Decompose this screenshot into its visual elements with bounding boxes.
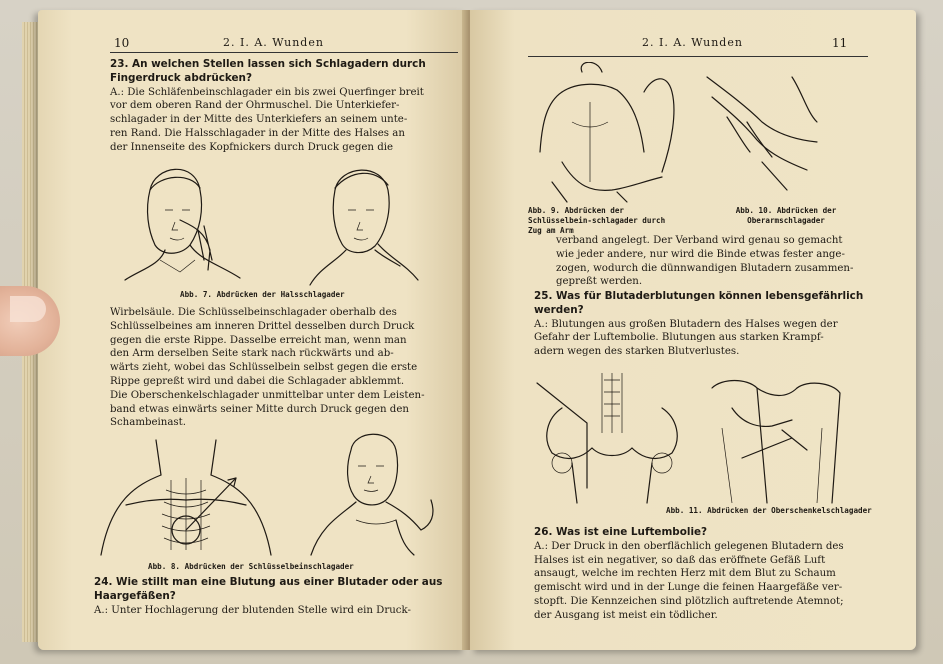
fig7-illustration bbox=[120, 160, 420, 288]
fig8-caption: Abb. 8. Abdrücken der Schlüsselbeinschlagader bbox=[148, 562, 354, 571]
left-mid-text bbox=[110, 306, 460, 430]
right-header-rule bbox=[528, 56, 868, 57]
q26-line-3: ansaugt, welche im rechten Herz mit dem Blut zu Schaum bbox=[534, 568, 836, 580]
q25-block bbox=[534, 290, 884, 359]
q23-line-1: A.: Die Schläfenbeinschlagader ein bis zwei Querfinger breit bbox=[110, 86, 424, 98]
fig11-caption: Abb. 11. Abdrücken der Oberschenkelschlagader bbox=[666, 506, 872, 515]
q24-question: 24. Wie stillt man eine Blutung aus einer Blutader oder aus Haargefäßen? bbox=[94, 576, 443, 602]
thumb-nail bbox=[10, 296, 46, 322]
left-header-rule bbox=[110, 52, 458, 53]
mid-line-3: gegen die erste Rippe. Dasselbe erreicht man, wenn man bbox=[110, 334, 407, 346]
right-page bbox=[470, 10, 916, 650]
q26-line-4: gemischt wird und in der Lunge die feinen Haargefäße ver- bbox=[534, 582, 843, 594]
fig9-fig10-illustrations bbox=[532, 62, 832, 208]
q23-line-5: der Innenseite des Kopfnickers durch Druck gegen die bbox=[110, 141, 393, 153]
q26-question: 26. Was ist eine Luftembolie? bbox=[534, 526, 708, 538]
fig9-back-view bbox=[540, 62, 674, 202]
fig8-man bbox=[311, 434, 433, 555]
q25-line-1: A.: Blutungen aus großen Blutadern des Halses wegen der bbox=[534, 318, 838, 330]
mid-line-9: Schambeinast. bbox=[110, 417, 186, 429]
q24-block bbox=[94, 576, 464, 617]
fig11-thigh bbox=[712, 381, 840, 504]
right-page-number: 11 bbox=[832, 36, 848, 50]
cont-line-3: zogen, wodurch die dünnwandigen Blutadern zusammen- bbox=[556, 262, 854, 274]
mid-line-5: wärts zieht, wobei das Schlüsselbein selbst gegen die erste bbox=[110, 362, 418, 374]
mid-line-4: den Arm derselben Seite stark nach rückwärts und ab- bbox=[110, 348, 394, 360]
fig10-arm bbox=[707, 77, 817, 190]
q23-question: 23. An welchen Stellen lassen sich Schlagadern durch Fingerdruck abdrücken? bbox=[110, 58, 426, 84]
q26-line-1: A.: Der Druck in den oberflächlich gelegenen Blutadern des bbox=[534, 540, 844, 552]
cont-line-4: gepreßt werden. bbox=[556, 276, 643, 288]
fig7-head-left bbox=[125, 169, 240, 280]
right-running-header: 2. I. A. Wunden bbox=[642, 36, 743, 49]
mid-line-8: band etwas einwärts seiner Mitte durch Druck gegen den bbox=[110, 403, 409, 415]
mid-line-1: Wirbelsäule. Die Schlüsselbeinschlagader oberhalb des bbox=[110, 307, 397, 318]
left-running-header: 2. I. A. Wunden bbox=[223, 36, 324, 49]
q23-block bbox=[110, 58, 460, 155]
fig11-pelvis bbox=[537, 373, 677, 503]
fig8-illustration bbox=[96, 430, 436, 558]
fig7-caption: Abb. 7. Abdrücken der Halsschlagader bbox=[180, 290, 345, 299]
q26-line-5: stopft. Die Kennzeichen sind plötzlich auftretende Atemnot; bbox=[534, 595, 844, 607]
q25-question: 25. Was für Blutaderblutungen können lebensgefährlich werden? bbox=[534, 290, 864, 316]
right-cont-text bbox=[556, 234, 886, 289]
left-page-number: 10 bbox=[114, 36, 130, 50]
mid-line-6: Rippe gepreßt wird und dabei die Schlagader abklemmt. bbox=[110, 375, 405, 387]
q25-line-2: Gefahr der Luftembolie. Blutungen aus starken Krampf- bbox=[534, 332, 824, 344]
q25-line-3: adern wegen des starken Blutverlustes. bbox=[534, 346, 740, 358]
q26-line-2: Halses ist ein negativer, so daß das eröffnete Gefäß Luft bbox=[534, 554, 826, 566]
left-page bbox=[38, 10, 466, 650]
cont-line-2: wie jeder andere, nur wird die Binde etwas fester ange- bbox=[556, 248, 845, 260]
fig10-caption: Abb. 10. Abdrücken der Oberarmschlagader bbox=[735, 206, 837, 225]
q23-line-3: schlagader in der Mitte des Unterkiefers an seinem unte- bbox=[110, 114, 408, 126]
q26-block bbox=[534, 526, 884, 623]
q24-answer: A.: Unter Hochlagerung der blutenden Stelle wird ein Druck- bbox=[94, 604, 411, 616]
q23-line-4: ren Rand. Die Halsschlagader in der Mitte des Halses an bbox=[110, 127, 405, 139]
mid-line-2: Schlüsselbeines am inneren Drittel desselben durch Druck bbox=[110, 320, 415, 332]
fig9-caption: Abb. 9. Abdrücken der Schlüsselbein-schlagader durch Zug am Arm bbox=[528, 206, 666, 235]
q23-line-2: vor dem oberen Rand der Ohrmuschel. Die Unterkiefer- bbox=[110, 100, 400, 112]
q26-line-6: der Ausgang ist meist ein tödlicher. bbox=[534, 609, 718, 621]
cont-line-1: verband angelegt. Der Verband wird genau so gemacht bbox=[556, 235, 843, 246]
fig11-illustration bbox=[532, 368, 872, 504]
fig7-head-right bbox=[310, 170, 418, 285]
fig8-chest bbox=[101, 440, 271, 555]
mid-line-7: Die Oberschenkelschlagader unmittelbar unter dem Leisten- bbox=[110, 389, 425, 401]
